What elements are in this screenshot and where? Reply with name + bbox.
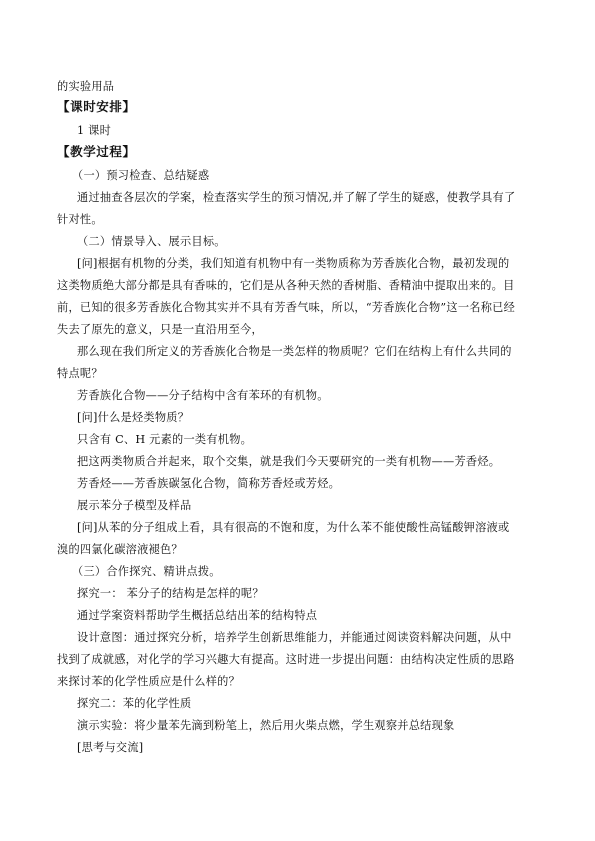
- text-line-16: [问]什么是烃类物质？: [77, 411, 190, 424]
- subheading-explore: （三）合作探究、精讲点拨。: [72, 565, 221, 578]
- subheading-intro: （二）情景导入、展示目标。: [77, 235, 226, 248]
- text-line-15: 芳香族化合物——分子结构中含有苯环的有机物。: [77, 389, 329, 402]
- text-line-7: 针对性。: [57, 213, 103, 226]
- text-line-6: 通过抽查各层次的学案，检查落实学生的预习情况,并了解了学生的疑惑，使教学具有了: [77, 191, 516, 204]
- text-line-14: 特点呢？: [57, 367, 103, 380]
- text-line-10: 这类物质绝大部分都是具有香味的，它们是从各种天然的香树脂、香精油中提取出来的。目: [57, 279, 515, 292]
- text-line-18: 把这两类物质合并起来，取个交集，就是我们今天要研究的一类有机物——芳香烃。: [77, 455, 501, 468]
- text-line-25: 通过学案资料帮助学生概括总结出苯的结构特点: [77, 609, 318, 622]
- text-line-28: 来探讨苯的化学性质应是什么样的？: [57, 675, 241, 688]
- text-line-21: [问]从苯的分子组成上看，具有很高的不饱和度，为什么苯不能使酸性高锰酸钾溶液或: [77, 521, 510, 534]
- section-heading-schedule: 【课时安排】: [57, 99, 136, 114]
- text-line-9: [问]根据有机物的分类，我们知道有机物中有一类物质称为芳香族化合物，最初发现的: [77, 257, 510, 270]
- text-line-12: 失去了原先的意义，只是一直沿用至今，: [57, 323, 263, 336]
- text-line-29: 探究二：苯的化学性质: [77, 697, 192, 710]
- section-heading-process: 【教学过程】: [57, 144, 136, 159]
- text-line-1: 的实验用品: [57, 80, 115, 93]
- text-line-30: 演示实验：将少量苯先滴到粉笔上，然后用火柴点燃，学生观察并总结现象: [77, 719, 455, 732]
- text-line-27: 找到了成就感，对化学的学习兴趣大有提高。这时进一步提出问题：由结构决定性质的思路: [57, 653, 515, 666]
- text-line-19: 芳香烃——芳香族碳氢化合物，简称芳香烃或芳烃。: [77, 477, 341, 490]
- text-line-3: 1 课时: [77, 124, 112, 137]
- text-line-13: 那么现在我们所定义的芳香族化合物是一类怎样的物质呢？它们在结构上有什么共同的: [77, 345, 512, 358]
- text-line-26: 设计意图：通过探究分析，培养学生创新思维能力，并能通过阅读资料解决问题，从中: [77, 631, 512, 644]
- text-line-11: 前，已知的很多芳香族化合物其实并不具有芳香气味，所以，“芳香族化合物”这一名称已经: [57, 301, 516, 314]
- text-line-24: 探究一： 苯分子的结构是怎样的呢？: [77, 587, 264, 600]
- text-line-20: 展示苯分子模型及样品: [77, 499, 192, 512]
- subheading-preview: （一）预习检查、总结疑惑: [72, 169, 210, 182]
- text-line-22: 溴的四氯化碳溶液褪色？: [57, 543, 183, 556]
- text-line-31: [思考与交流]: [77, 741, 144, 754]
- text-line-17: 只含有 C、H 元素的一类有机物。: [77, 433, 253, 446]
